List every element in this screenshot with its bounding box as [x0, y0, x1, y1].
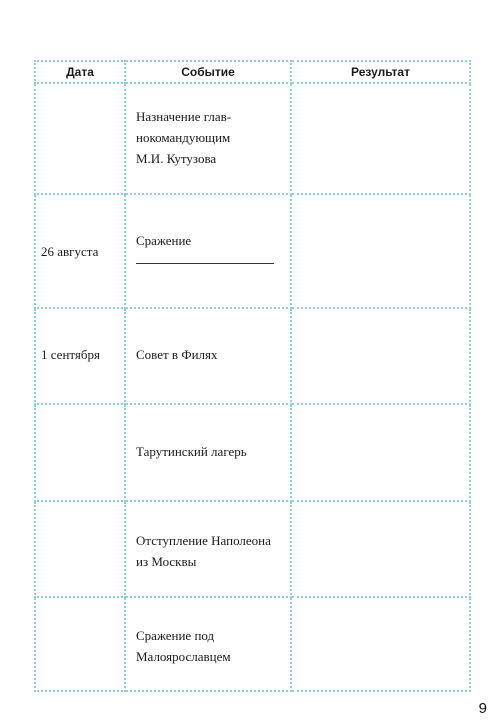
result-cell[interactable]	[291, 404, 470, 501]
result-cell[interactable]	[291, 83, 470, 194]
date-text: 1 сентября	[41, 347, 100, 362]
event-text: Назначение глав- нокомандующим М.И. Кутузова	[136, 109, 232, 166]
event-cell	[125, 83, 291, 194]
event-text: Отступление Наполеона из Москвы	[136, 533, 271, 569]
event-cell	[125, 597, 291, 691]
table-row	[35, 404, 470, 501]
page-number: 9	[478, 700, 487, 717]
result-cell[interactable]	[291, 308, 470, 404]
table-header-row	[35, 61, 470, 83]
table-row	[35, 597, 470, 691]
date-cell	[35, 404, 125, 501]
header-date: Дата	[35, 61, 125, 83]
event-cell	[125, 404, 291, 501]
table-row	[35, 501, 470, 597]
date-cell	[35, 83, 125, 194]
date-cell	[35, 597, 125, 691]
event-cell	[125, 194, 291, 308]
history-events-table	[34, 60, 471, 692]
date-cell	[35, 308, 125, 404]
event-cell	[125, 501, 291, 597]
table-row	[35, 308, 470, 404]
event-text: Тарутинский лагерь	[136, 444, 247, 459]
result-cell[interactable]	[291, 194, 470, 308]
event-cell	[125, 308, 291, 404]
header-event: Событие	[125, 61, 291, 83]
date-cell	[35, 194, 125, 308]
header-result: Результат	[291, 61, 470, 83]
result-cell[interactable]	[291, 597, 470, 691]
table-row	[35, 83, 470, 194]
event-text: Сражение	[136, 233, 192, 248]
date-cell	[35, 501, 125, 597]
result-cell[interactable]	[291, 501, 470, 597]
date-text: 26 августа	[41, 244, 99, 259]
event-text: Сражение под Малоярославцем	[136, 628, 231, 664]
event-text: Совет в Филях	[136, 347, 218, 362]
fill-in-blank-line[interactable]	[136, 263, 274, 264]
table-row	[35, 194, 470, 308]
